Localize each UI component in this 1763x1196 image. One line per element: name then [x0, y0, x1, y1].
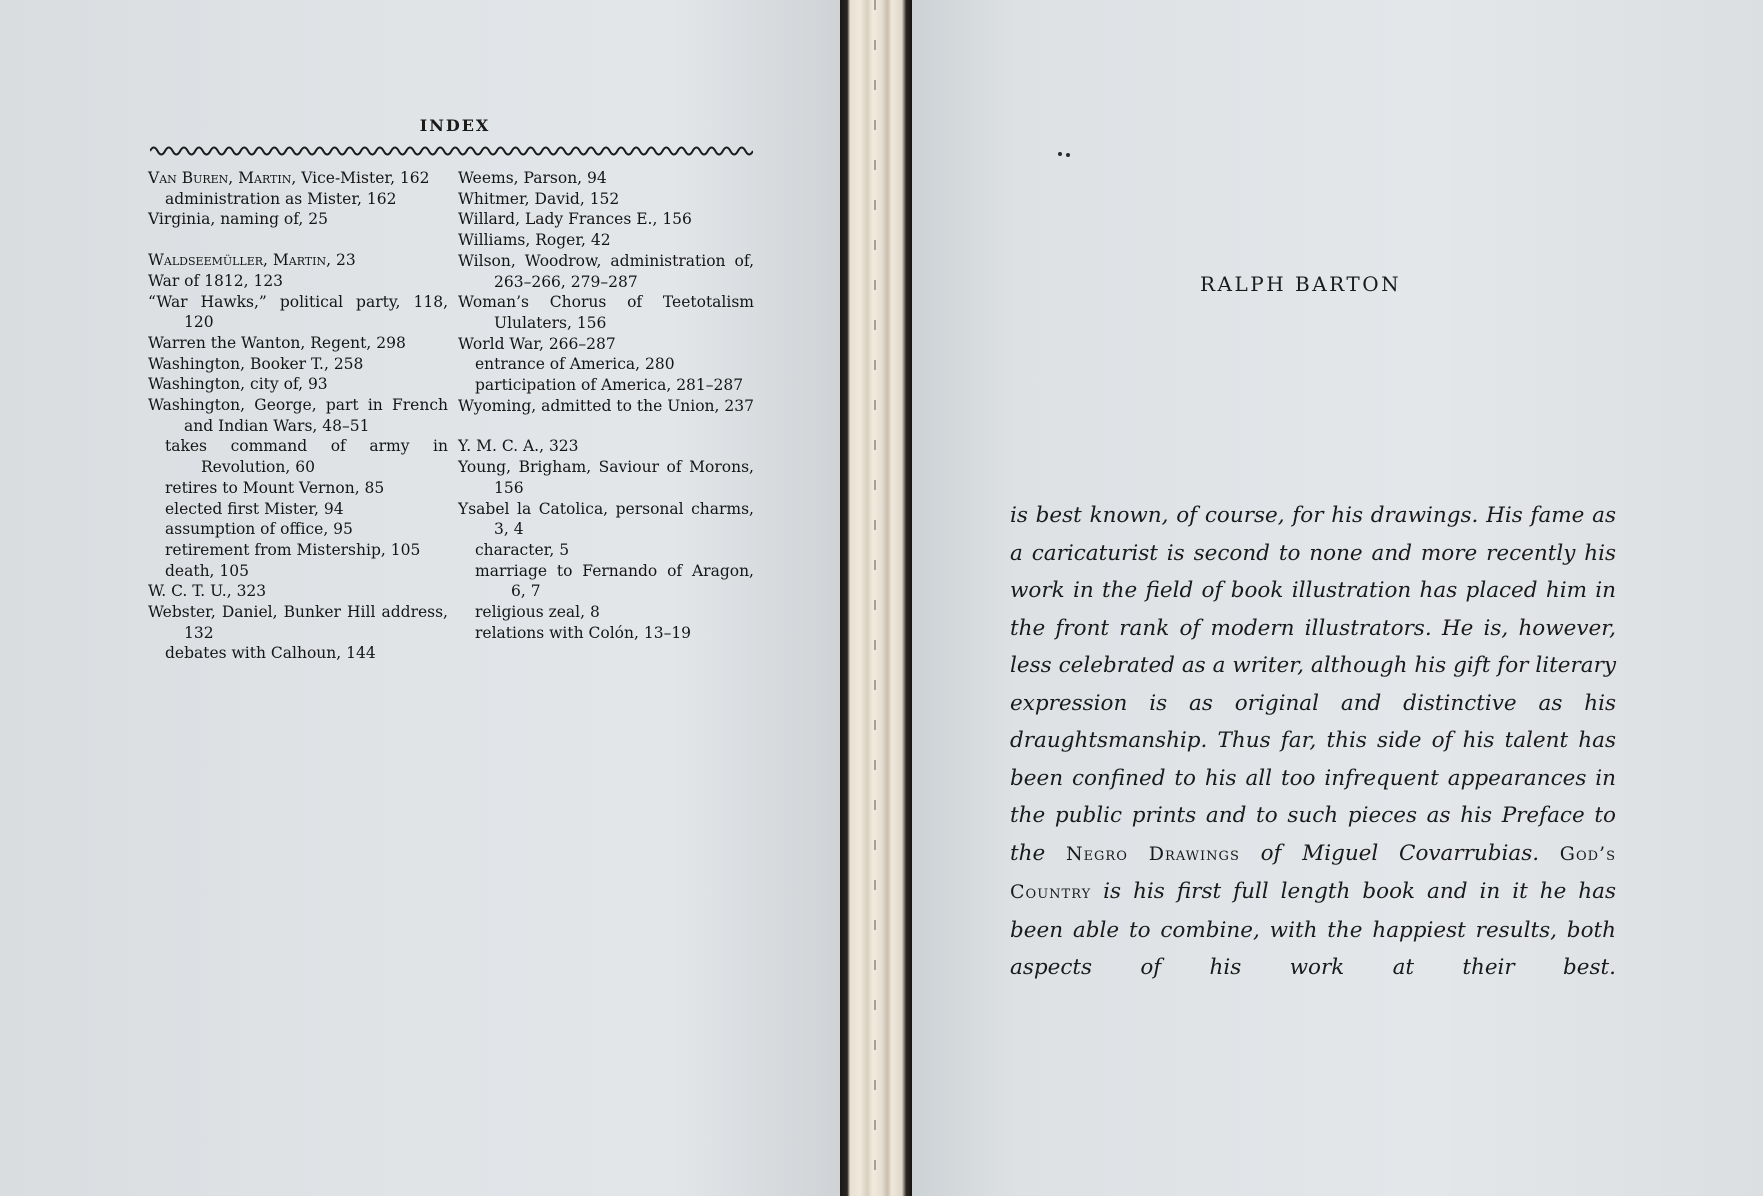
index-entry — [148, 540, 448, 561]
index-entry — [458, 251, 754, 292]
index-entry-text: Webster, Daniel, Bunker Hill address, 132 — [148, 603, 448, 642]
index-entry — [148, 354, 448, 375]
index-entry-text: Wyoming, admitted to the Union, 237 — [458, 396, 754, 415]
index-entry — [458, 396, 754, 417]
index-entry — [458, 436, 754, 457]
blurb-text-2: of Miguel Covarrubias. — [1239, 840, 1560, 866]
index-entry-text: Washington, city of, 93 — [148, 375, 328, 394]
index-entry-text: Whitmer, David, 152 — [458, 189, 620, 208]
index-entry-text: religious zeal, 8 — [475, 603, 600, 622]
blurb-title-negro-drawings: Negro Drawings — [1065, 842, 1240, 865]
index-entry — [148, 602, 448, 643]
index-entry — [458, 230, 754, 251]
author-name: RALPH BARTON — [1200, 272, 1402, 296]
index-entry — [458, 375, 754, 396]
index-entry — [148, 168, 448, 189]
index-column-2 — [458, 168, 754, 643]
index-entry — [458, 540, 754, 561]
index-entry — [148, 478, 448, 499]
blurb-title-gods-country: God’s Country — [1010, 842, 1617, 903]
index-entry-text: World War, 266–287 — [458, 334, 616, 353]
binding-thread — [874, 0, 876, 1196]
index-entry-text: War of 1812, 123 — [148, 271, 284, 290]
left-page — [0, 0, 840, 1196]
index-entry — [148, 395, 448, 436]
index-entry-text: assumption of office, 95 — [165, 520, 353, 539]
index-entry — [148, 643, 448, 664]
index-entry-text: participation of America, 281–287 — [475, 376, 744, 395]
index-entry-text: Woman’s Chorus of Teetotalism Ululaters, 156 — [458, 293, 754, 332]
blurb-text-3: is his first full length book and in it he has been able to combine, with the happiest results, both aspects of his work at their best. — [1010, 879, 1616, 980]
index-heading: INDEX — [419, 116, 491, 135]
author-blurb — [1010, 497, 1616, 987]
index-entry — [458, 623, 754, 644]
index-column-1 — [148, 168, 448, 664]
index-entry — [148, 292, 448, 333]
index-entry-text: Willard, Lady Frances E., 156 — [458, 210, 692, 229]
index-entry — [148, 209, 448, 230]
index-entry-text: takes command of army in Revolution, 60 — [165, 437, 448, 477]
index-entry-text: debates with Calhoun, 144 — [165, 644, 376, 663]
index-entry-text: marriage to Fernando of Aragon, 6, 7 — [475, 561, 754, 601]
index-entry — [458, 334, 754, 355]
blurb-text-1: is best known, of course, for his drawings. His fame as a caricaturist is second to none and more recently his work in the field of book illustration has placed him in the front rank of modern illustrators. He is, however, less celebrated as a writer, although his gift for literary expression is as original and distinctive as his draughtsmanship. Thus far, this side of his talent has been confined to his all too infrequent appearances in the public prints and to such pieces as his Preface to the — [1010, 503, 1616, 866]
index-entry-text: Virginia, naming of, 25 — [148, 210, 329, 229]
index-entry — [148, 374, 448, 395]
index-entry-text: elected first Mister, 94 — [165, 499, 344, 518]
index-entry-text: entrance of America, 280 — [475, 355, 675, 374]
index-entry — [148, 519, 448, 540]
index-entry-text: Y. M. C. A., 323 — [458, 437, 579, 456]
index-entry — [458, 354, 754, 375]
print-speck — [1066, 153, 1070, 157]
index-entry-text: W. C. T. U., 323 — [148, 582, 267, 601]
index-entry — [148, 561, 448, 582]
index-entry-name: Waldseemüller, Martin, — [148, 251, 332, 270]
index-entry-text: Wilson, Woodrow, administration of, 263–266, 279–287 — [458, 251, 754, 291]
index-entry — [458, 168, 754, 189]
index-entry — [458, 457, 754, 498]
index-entry-text: Weems, Parson, 94 — [458, 169, 607, 187]
index-entry — [148, 499, 448, 520]
index-entry-text: 23 — [331, 251, 356, 270]
index-entry — [458, 292, 754, 333]
index-entry — [148, 333, 448, 354]
index-entry-text: administration as Mister, 162 — [165, 189, 397, 208]
index-entry-text: Vice-Mister, 162 — [296, 169, 430, 187]
index-entry-name: Van Buren, Martin, — [148, 169, 297, 187]
index-entry-text: Young, Brigham, Saviour of Morons, 156 — [458, 458, 754, 497]
book-spine — [840, 0, 912, 1196]
index-entry — [458, 189, 754, 210]
index-entry — [458, 209, 754, 230]
index-entry — [458, 561, 754, 602]
index-entry — [458, 499, 754, 540]
index-entry-text: Ysabel la Catolica, personal charms, 3, 4 — [458, 499, 754, 539]
index-entry — [148, 189, 448, 210]
index-entry-text: retires to Mount Vernon, 85 — [165, 478, 385, 497]
print-speck — [1058, 152, 1062, 156]
index-entry-text: Washington, Booker T., 258 — [148, 354, 364, 373]
index-entry-text: retirement from Mistership, 105 — [165, 540, 421, 559]
index-entry — [148, 250, 448, 271]
index-entry-text: “War Hawks,” political party, 118, 120 — [148, 292, 448, 332]
index-entry-text: death, 105 — [165, 561, 249, 580]
index-entry — [148, 581, 448, 602]
index-entry-text: Williams, Roger, 42 — [458, 231, 611, 250]
wavy-rule — [150, 140, 753, 162]
index-entry — [148, 436, 448, 477]
index-entry-text: Warren the Wanton, Regent, 298 — [148, 333, 406, 352]
index-entry-text: Washington, George, part in French and Indian Wars, 48–51 — [148, 396, 448, 435]
index-entry — [458, 602, 754, 623]
index-entry — [148, 271, 448, 292]
index-entry-text: relations with Colón, 13–19 — [475, 623, 692, 642]
index-entry-text: character, 5 — [475, 540, 570, 559]
